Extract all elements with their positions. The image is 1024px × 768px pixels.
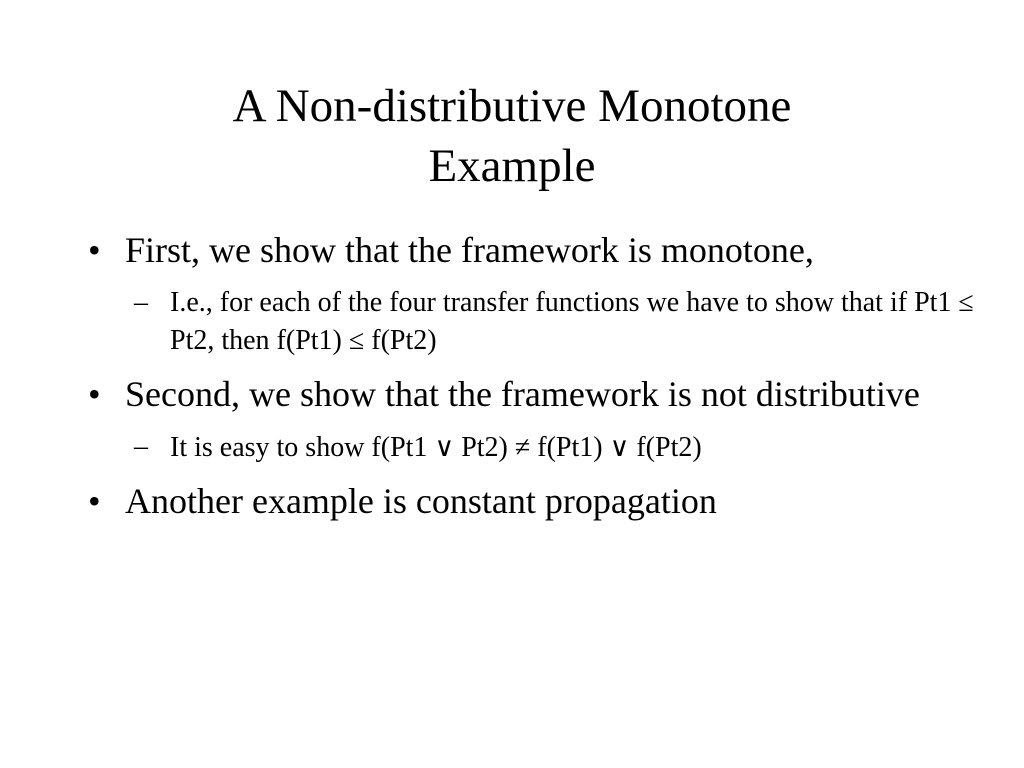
bullet-text: First, we show that the framework is monotone, (125, 230, 814, 270)
bullet-marker: • (88, 374, 101, 414)
bullet-marker: • (88, 230, 101, 270)
bullet-text: Second, we show that the framework is not distributive (125, 374, 920, 414)
slide-title-line-2: Example (428, 140, 596, 192)
slide-body (88, 228, 988, 523)
slide-title (80, 76, 944, 196)
subbullet-item-distributivity-example (88, 428, 988, 467)
subbullet-text-part-3: f(Pt2) (629, 432, 702, 463)
bullet-item-monotone (88, 228, 988, 272)
subbullet-marker: – (134, 431, 148, 462)
bullet-item-constant-propagation (88, 479, 988, 523)
bullet-text: Another example is constant propagation (125, 481, 717, 521)
bullet-marker: • (88, 481, 101, 521)
subbullet-item-transfer-functions (88, 284, 988, 360)
subbullet-text-part-1: It is easy to show f(Pt1 (170, 432, 435, 463)
subbullet-marker: – (134, 287, 148, 318)
join-operator-symbol: ∨ (609, 432, 630, 462)
subbullet-text: I.e., for each of the four transfer functions we have to show that if Pt1 ≤ Pt2, then f(Pt1) ≤ f(Pt2) (170, 287, 974, 356)
bullet-item-not-distributive (88, 372, 988, 416)
join-operator-symbol: ∨ (434, 432, 455, 462)
slide-title-line-1: A Non-distributive Monotone (232, 80, 792, 132)
subbullet-text-part-2: Pt2) ≠ f(Pt1) (454, 432, 610, 463)
